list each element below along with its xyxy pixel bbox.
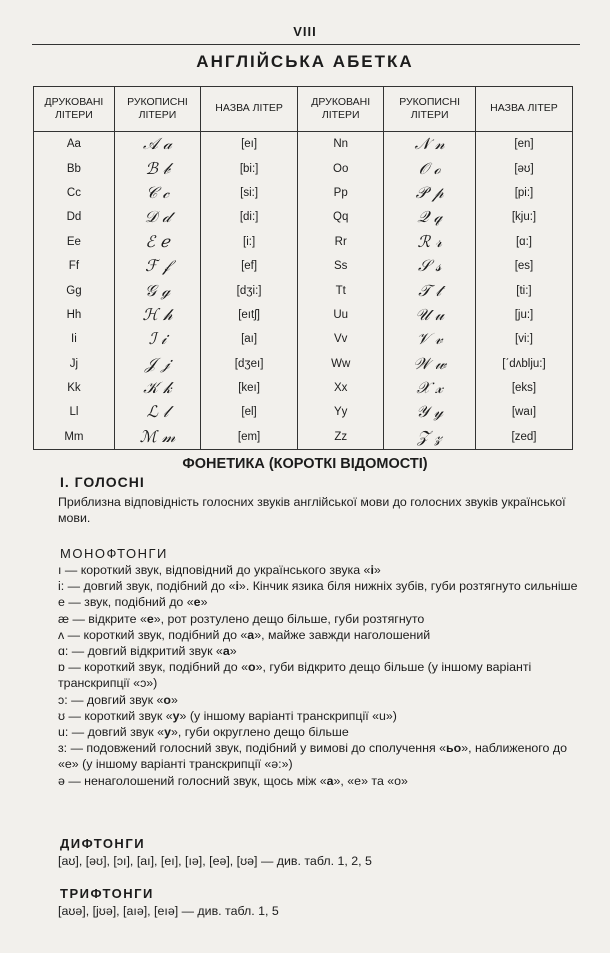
table-row <box>34 278 573 302</box>
monophthong-text: ʌ — короткий звук, подібний до « <box>58 627 248 642</box>
letter-name: [si:] <box>201 181 298 205</box>
monophthong-item <box>58 578 578 594</box>
letter-name: [kju:] <box>475 205 572 229</box>
handwritten-letter: 𝒫 𝓅 <box>384 181 476 205</box>
monophthong-text: », губи округлено дещо більше <box>170 725 349 740</box>
table-header-row <box>34 87 573 132</box>
printed-letter: Oo <box>298 156 384 180</box>
letter-name: [i:] <box>201 230 298 254</box>
alphabet-title: АНГЛІЙСЬКА АБЕТКА <box>196 52 414 71</box>
monophthong-text: ɒ — короткий звук, подібний до « <box>58 660 248 675</box>
table-row <box>34 376 573 400</box>
letter-name: [keı] <box>201 376 298 400</box>
monophthong-text: ı — короткий звук, відповідний до українського звука « <box>58 563 371 577</box>
printed-letter: Hh <box>34 303 115 327</box>
monophthong-equivalent: о <box>248 660 256 675</box>
printed-letter: Tt <box>298 278 384 302</box>
header-rule <box>32 44 580 45</box>
monophthong-text: æ — відкрите « <box>58 611 147 626</box>
header-name-1: НАЗВА ЛІТЕР <box>201 87 298 132</box>
printed-letter: Zz <box>298 425 384 450</box>
printed-letter: Ff <box>34 254 115 278</box>
printed-letter: Mm <box>34 425 115 450</box>
letter-name: [vi:] <box>475 327 572 351</box>
triphthongs-title: ТРИФТОНГИ <box>60 886 154 901</box>
handwritten-letter: ℒ 𝓁 <box>114 400 200 424</box>
monophthong-equivalent: а <box>247 627 255 642</box>
monophthong-equivalent: а <box>326 773 334 788</box>
monophthong-text: » (у іншому варіанті транскрипції «u») <box>179 708 397 723</box>
letter-name: [əʊ] <box>475 156 572 180</box>
monophthong-equivalent: о <box>163 692 171 707</box>
handwritten-letter: 𝒴 𝓎 <box>384 400 476 424</box>
monophthong-text: i: — довгий звук, подібний до « <box>58 579 236 594</box>
monophthong-item <box>58 773 578 789</box>
letter-name: [dʒi:] <box>201 278 298 302</box>
monophthong-item <box>58 643 578 659</box>
monophthong-item <box>58 627 578 643</box>
monophthong-equivalent: і <box>370 563 374 577</box>
letter-name: [en] <box>475 132 572 157</box>
header-handwritten-1: РУКОПИСНІ ЛІТЕРИ <box>114 87 200 132</box>
letter-name: [waı] <box>475 400 572 424</box>
handwritten-letter: 𝒞 𝒸 <box>114 181 200 205</box>
letter-name: [aı] <box>201 327 298 351</box>
letter-name: [eı] <box>201 132 298 157</box>
handwritten-letter: ℬ 𝒷 <box>114 156 200 180</box>
monophthong-item <box>58 562 578 578</box>
letter-name: [pi:] <box>475 181 572 205</box>
printed-letter: Xx <box>298 376 384 400</box>
monophthong-equivalent: у <box>172 708 180 723</box>
handwritten-letter: 𝒟 𝒹 <box>114 205 200 229</box>
phonetics-title: ФОНЕТИКА (КОРОТКІ ВІДОМОСТІ) <box>182 456 428 472</box>
monophthong-equivalent: ьо <box>446 741 462 756</box>
monophthong-text: » <box>200 595 208 610</box>
monophthong-equivalent: е <box>193 595 201 610</box>
monophthong-text: ɔ: — довгий звук « <box>58 692 164 707</box>
monophthong-text: », «е» та «о» <box>333 773 408 788</box>
monophthong-item <box>58 611 578 627</box>
table-row <box>34 156 573 180</box>
letter-name: [ju:] <box>475 303 572 327</box>
monophthong-text: ʊ — короткий звук « <box>58 708 173 723</box>
table-row <box>34 254 573 278</box>
handwritten-letter: ℱ 𝒻 <box>114 254 200 278</box>
table-row <box>34 400 573 424</box>
monophthong-equivalent: а <box>222 644 230 659</box>
monophthong-text: ə — ненаголошений голосний звук, щось між « <box>58 773 327 788</box>
monophthong-text: e — звук, подібний до « <box>58 595 194 610</box>
letter-name: [el] <box>201 400 298 424</box>
intro-paragraph: Приблизна відповідність голосних звуків англійської мови до голосних звуків української мови. <box>58 495 566 526</box>
handwritten-letter: 𝒲 𝓌 <box>384 352 476 376</box>
header-handwritten-2: РУКОПИСНІ ЛІТЕРИ <box>384 87 476 132</box>
monophthong-item <box>58 740 578 772</box>
printed-letter: Bb <box>34 156 115 180</box>
letter-name: [di:] <box>201 205 298 229</box>
monophthong-text: » <box>170 692 178 707</box>
printed-letter: Yy <box>298 400 384 424</box>
letter-name: [es] <box>475 254 572 278</box>
page-number: VIII <box>293 24 317 39</box>
letter-name: [zed] <box>475 425 572 450</box>
handwritten-letter: 𝒩 𝓃 <box>384 132 476 157</box>
printed-letter: Cc <box>34 181 115 205</box>
printed-letter: Vv <box>298 327 384 351</box>
printed-letter: Pp <box>298 181 384 205</box>
header-printed-2: ДРУКОВАНІ ЛІТЕРИ <box>298 87 384 132</box>
table-row <box>34 425 573 450</box>
handwritten-letter: 𝒥 𝒿 <box>114 352 200 376</box>
alphabet-table <box>33 86 573 450</box>
letter-name: [ˊdʌblju:] <box>475 352 572 376</box>
handwritten-letter: 𝒪 ℴ <box>384 156 476 180</box>
letter-name: [em] <box>201 425 298 450</box>
printed-letter: Ww <box>298 352 384 376</box>
printed-letter: Rr <box>298 230 384 254</box>
printed-letter: Ee <box>34 230 115 254</box>
handwritten-letter: 𝒰 𝓊 <box>384 303 476 327</box>
diphthongs-text: [aʊ], [əʊ], [ɔı], [aı], [eı], [ıə], [eə], [ʊə] — див. табл. 1, 2, 5 <box>58 854 372 868</box>
table-row <box>34 132 573 157</box>
monophthong-text: ɑ: — довгий відкритий звук « <box>58 644 223 659</box>
handwritten-letter: ℛ 𝓇 <box>384 230 476 254</box>
table-row <box>34 352 573 376</box>
monophthong-equivalent: у <box>164 725 171 740</box>
diphthongs-title: ДИФТОНГИ <box>60 836 146 851</box>
handwritten-letter: 𝒮 𝓈 <box>384 254 476 278</box>
handwritten-letter: 𝒳 𝓍 <box>384 376 476 400</box>
monophthong-item <box>58 724 578 740</box>
printed-letter: Gg <box>34 278 115 302</box>
handwritten-letter: 𝒱 𝓋 <box>384 327 476 351</box>
table-row <box>34 181 573 205</box>
handwritten-letter: 𝒵 𝓏 <box>384 425 476 450</box>
monophthong-text: » <box>373 563 381 577</box>
monophthong-text: ɜ: — подовжений голосний звук, подібний у вимові до сполучення « <box>58 741 446 756</box>
header-name-2: НАЗВА ЛІТЕР <box>475 87 572 132</box>
monophthongs-title: МОНОФТОНГИ <box>60 546 168 561</box>
printed-letter: Ss <box>298 254 384 278</box>
table-row <box>34 327 573 351</box>
handwritten-letter: ℋ 𝒽 <box>114 303 200 327</box>
letter-name: [eıtʃ] <box>201 303 298 327</box>
monophthong-text: ». Кінчик язика біля нижніх зубів, губи розтягнуто сильніше <box>238 579 578 594</box>
handwritten-letter: 𝒬 𝓆 <box>384 205 476 229</box>
monophthong-item <box>58 708 578 724</box>
printed-letter: Kk <box>34 376 115 400</box>
printed-letter: Dd <box>34 205 115 229</box>
letter-name: [dʒeı] <box>201 352 298 376</box>
printed-letter: Nn <box>298 132 384 157</box>
letter-name: [ɑ:] <box>475 230 572 254</box>
monophthong-text: », губи відкрито дещо більше (у іншому варіанті транскрипції «ɔ») <box>58 660 532 691</box>
printed-letter: Qq <box>298 205 384 229</box>
monophthong-text: », майже завжди наголошений <box>254 627 431 642</box>
triphthongs-text: [aʊə], [jʊə], [aıə], [eıə] — див. табл. 1, 5 <box>58 904 279 918</box>
printed-letter: Ll <box>34 400 115 424</box>
table-row <box>34 303 573 327</box>
handwritten-letter: 𝒦 𝓀 <box>114 376 200 400</box>
monophthong-item <box>58 692 578 708</box>
monophthong-item <box>58 594 578 610</box>
printed-letter: Aa <box>34 132 115 157</box>
handwritten-letter: 𝒢 ℊ <box>114 278 200 302</box>
letter-name: [ti:] <box>475 278 572 302</box>
monophthong-text: », наближеного до «е» (у іншому варіанті транскрипції «ə:») <box>58 741 568 772</box>
printed-letter: Uu <box>298 303 384 327</box>
printed-letter: Ii <box>34 327 115 351</box>
table-row <box>34 205 573 229</box>
monophthong-equivalent: і <box>235 579 239 594</box>
monophthong-text: » <box>229 644 237 659</box>
letter-name: [ef] <box>201 254 298 278</box>
monophthong-text: u: — довгий звук « <box>58 725 165 740</box>
letter-name: [eks] <box>475 376 572 400</box>
monophthong-item <box>58 659 578 691</box>
table-row <box>34 230 573 254</box>
monophthongs-list <box>58 562 578 789</box>
handwritten-letter: ℳ 𝓂 <box>114 425 200 450</box>
header-printed-1: ДРУКОВАНІ ЛІТЕРИ <box>34 87 115 132</box>
letter-name: [bi:] <box>201 156 298 180</box>
vowels-section-title: І. ГОЛОСНІ <box>60 474 145 490</box>
handwritten-letter: 𝒜 𝒶 <box>114 132 200 157</box>
printed-letter: Jj <box>34 352 115 376</box>
handwritten-letter: ℰ ℯ <box>114 230 200 254</box>
handwritten-letter: ℐ 𝒾 <box>114 327 200 351</box>
monophthong-text: », рот розтулено дещо більше, губи розтягнуто <box>153 611 425 626</box>
handwritten-letter: 𝒯 𝓉 <box>384 278 476 302</box>
monophthong-equivalent: е <box>146 611 154 626</box>
